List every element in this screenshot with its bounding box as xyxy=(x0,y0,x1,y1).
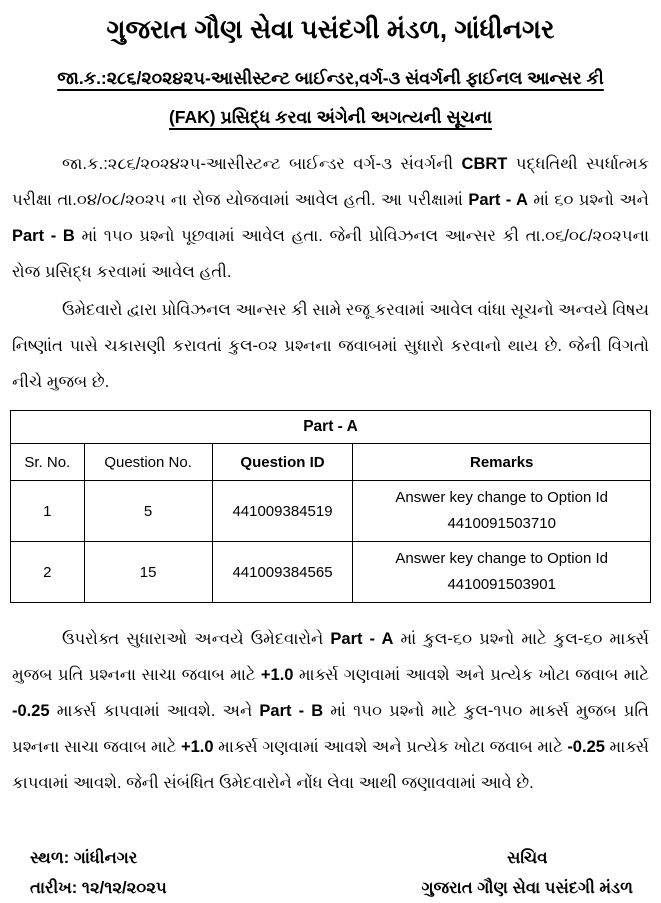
paragraph-text: માર્ક્સ ગણવામાં આવશે અને પ્રત્યેક ખોટા જવાબ માટે xyxy=(213,738,568,757)
cbrt-label: CBRT xyxy=(461,155,508,174)
page-title: ગુજરાત ગૌણ સેવા પસંદગી મંડળ, ગાંધીનગર xyxy=(106,14,555,44)
paragraph-text: ઉપરોક્ત સુધારાઓ અન્વયે ઉમેદવારોને xyxy=(62,630,331,649)
column-header-sr-no: Sr. No. xyxy=(11,444,85,481)
column-header-question-id: Question ID xyxy=(212,444,353,481)
positive-marks-value: +1.0 xyxy=(180,738,214,757)
sr-no-cell: 1 xyxy=(11,481,85,542)
table-section-header-row xyxy=(11,411,651,444)
footer-place: સ્થળ: ગાંધીનગર xyxy=(30,849,138,868)
negative-marks-value: -0.25 xyxy=(567,738,605,757)
paragraph-text: માં કુલ-૬૦ પ્રશ્નો માટે કુલ-૬૦ માર્ક્સ મુજબ પ્રતિ પ્રશ્નના સાચા જવાબ માટે xyxy=(12,630,649,685)
part-b-label: Part - B xyxy=(259,702,324,721)
negative-marks-value: -0.25 xyxy=(12,702,50,721)
paragraph-text: માં ૧૫૦ પ્રશ્નો પૂછવામાં આવેલ હતા. જેની પ્રોવિઝનલ આન્સર કી તા.૦૬/૦૮/૨૦૨૫ના રોજ પ્રસિદ્ધ કરવામાં આવેલ હતી. xyxy=(12,227,649,282)
subject-heading xyxy=(10,59,651,136)
signatory-title: સચિવ xyxy=(506,849,548,868)
question-id-cell: 441009384519 xyxy=(212,481,353,542)
paragraph-text: જા.ક.:૨૮૬/૨૦૨૪૨૫-આસીસ્ટન્ટ બાઈન્ડર વર્ગ-૩ સંવર્ગની xyxy=(62,155,462,174)
subject-line-1: જા.ક.:૨૮૬/૨૦૨૪૨૫-આસીસ્ટન્ટ બાઈન્ડર,વર્ગ-૩ સંવર્ગની ફાઈનલ આન્સર કી xyxy=(57,68,604,89)
column-header-remarks: Remarks xyxy=(353,444,651,481)
question-no-cell: 15 xyxy=(84,542,212,603)
footer-signatory-block xyxy=(421,843,633,903)
remarks-cell xyxy=(353,481,651,542)
footer-place-date-block xyxy=(30,843,167,903)
table-column-header-row xyxy=(11,444,651,481)
paragraph-text: માં ૬૦ પ્રશ્નો અને xyxy=(527,191,649,210)
table-row xyxy=(11,542,651,603)
paragraph-exam-details xyxy=(12,146,649,290)
table-row xyxy=(11,481,651,542)
part-b-label: Part - B xyxy=(12,227,75,246)
footer-date: તારીખ: ૧૨/૧૨/૨૦૨૫ xyxy=(30,879,167,898)
part-a-label: Part - A xyxy=(468,191,528,210)
paragraph-marking-scheme xyxy=(12,621,649,801)
column-header-question-no: Question No. xyxy=(84,444,212,481)
paragraph-text: માં ૧૫૦ પ્રશ્નો માટે કુલ-૧૫૦ માર્ક્સ મુજબ પ્રતિ પ્રશ્નના સાચા જવાબ માટે xyxy=(12,702,649,757)
part-a-label: Part - A xyxy=(330,630,394,649)
question-id-cell: 441009384565 xyxy=(212,542,353,603)
remarks-cell xyxy=(353,542,651,603)
paragraph-text: માર્ક્સ ગણવામાં આવશે અને પ્રત્યેક ખોટા જવાબ માટે xyxy=(293,666,650,685)
document-footer xyxy=(30,843,633,903)
paragraph-text: માર્ક્સ કાપવામાં આવશે. અને xyxy=(49,702,260,721)
part-a-section-header: Part - A xyxy=(11,411,651,444)
remarks-option-id: 4410091503710 xyxy=(447,515,556,533)
question-no-cell: 5 xyxy=(84,481,212,542)
remarks-option-id: 4410091503901 xyxy=(447,576,556,594)
subject-line-2: (FAK) પ્રસિદ્ધ કરવા અંગેની અગત્યની સૂચના xyxy=(168,106,493,127)
sr-no-cell: 2 xyxy=(11,542,85,603)
positive-marks-value: +1.0 xyxy=(260,666,294,685)
signatory-organization: ગુજરાત ગૌણ સેવા પસંદગી મંડળ xyxy=(421,879,633,898)
paragraph-text: પદ્ધતિથી સ્પર્ધાત્મક પરીક્ષા તા.૦૪/૦૮/૨૦૨૫ ના રોજ યોજવામાં આવેલ હતી. આ પરીક્ષામાં xyxy=(12,155,649,210)
remarks-text: Answer key change to Option Id xyxy=(395,489,608,507)
remarks-text: Answer key change to Option Id xyxy=(395,550,608,568)
paragraph-text: માર્ક્સ કાપવામાં આવશે. જેની સંબંધિત ઉમેદવારોને નોંધ લેવા આથી જણાવવામાં આવે છે. xyxy=(12,738,649,793)
answer-key-change-table xyxy=(10,410,651,603)
paragraph-objection-review: ઉમેદવારો દ્વારા પ્રોવિઝનલ આન્સર કી સામે રજૂ કરવામાં આવેલ વાંધા સૂચનો અન્વયે વિષય નિષ્ણાંત પાસે ચકાસણી કરાવતાં કુલ-૦૨ પ્રશ્નના જવાબમાં સુધારો કરવાનો થાય છે. જેની વિગતો નીચે મુજબ છે. xyxy=(12,301,649,392)
